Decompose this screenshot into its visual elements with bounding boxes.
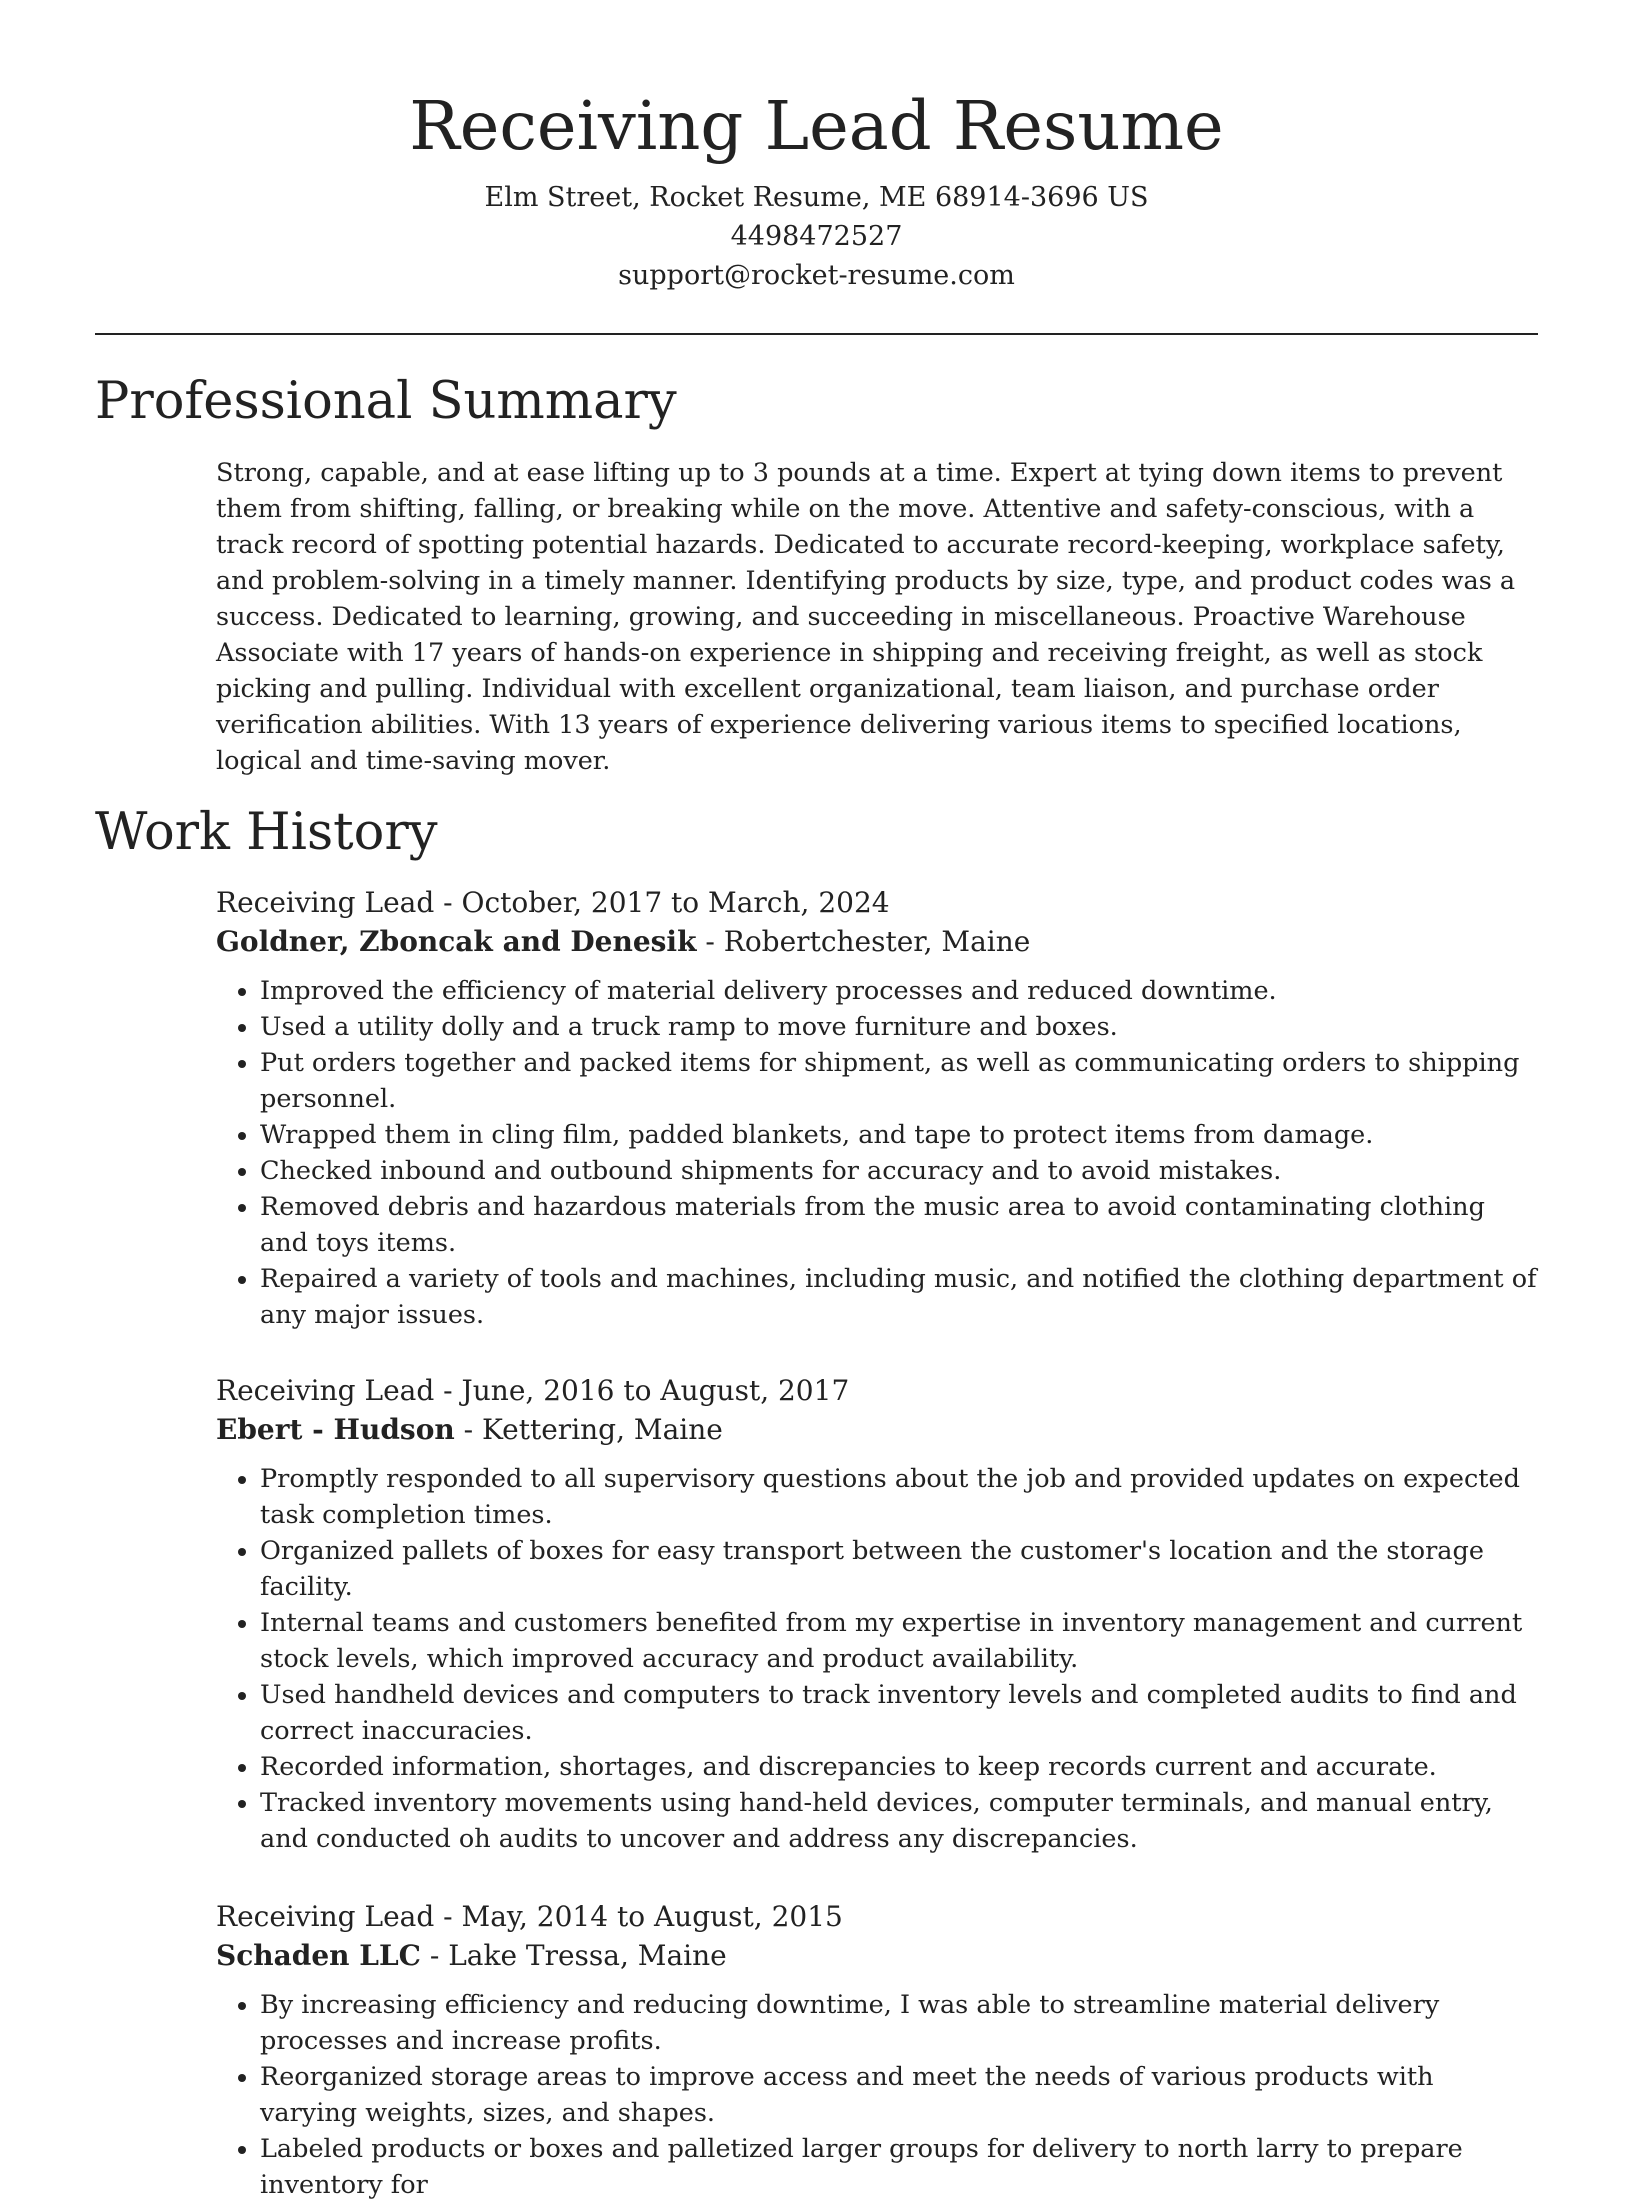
duty-item: • Used handheld devices and computers to track inventory levels and completed audits to find and correct inaccuracies.	[260, 1677, 1538, 1749]
duty-item: • Promptly responded to all supervisory questions about the job and provided updates on expected task completion times.	[260, 1461, 1538, 1533]
summary-text: Strong, capable, and at ease lifting up to 3 pounds at a time. Expert at tying down items to prevent them from shifting, falling, or breaking while on the move. Attentive and safety-conscious, with a track record of spotting potential hazards. Dedicated to accurate record-keeping, workplace safety, and problem-solving in a timely manner. Identifying products by size, type, and product codes was a success. Dedicated to learning, growing, and succeeding in miscellaneous. Proactive Warehouse Associate with 17 years of hands-on experience in shipping and receiving freight, as well as stock picking and pulling. Individual with excellent organizational, team liaison, and purchase order verification abilities. With 13 years of experience delivering various items to specified locations, logical and time-saving mover.	[216, 458, 1516, 776]
job-entry	[216, 1897, 1538, 2203]
job-company-line	[216, 1411, 1538, 1449]
contact-phone: 4498472527	[730, 221, 903, 252]
company-name: Schaden LLC	[216, 1939, 421, 1972]
work-history-heading: Work History	[95, 803, 438, 862]
duty-item: • Tracked inventory movements using hand-held devices, computer terminals, and manual entry, and conducted oh audits to uncover and address any discrepancies.	[260, 1785, 1538, 1857]
job-entry	[216, 1371, 1538, 1857]
resume-header	[95, 0, 1538, 295]
header-divider	[95, 333, 1538, 335]
duty-list	[216, 1987, 1538, 2203]
contact-block	[95, 178, 1538, 295]
duty-item: • Removed debris and hazardous materials from the music area to avoid contaminating clothing and toys items.	[260, 1189, 1538, 1261]
duty-item: • By increasing efficiency and reducing downtime, I was able to streamline material delivery processes and increase profits.	[260, 1987, 1538, 2059]
company-name: Goldner, Zboncak and Denesik	[216, 925, 697, 958]
job-company-line	[216, 1937, 1538, 1975]
summary-heading: Professional Summary	[95, 372, 677, 431]
duty-item: • Wrapped them in cling film, padded blankets, and tape to protect items from damage.	[260, 1117, 1538, 1153]
company-name: Ebert - Hudson	[216, 1413, 455, 1446]
duty-list	[216, 1461, 1538, 1857]
resume-name: Receiving Lead Resume	[409, 87, 1224, 165]
resume-page	[95, 0, 1538, 2203]
job-title-line: Receiving Lead - October, 2017 to March, 2024	[216, 886, 890, 919]
duty-item: • Used a utility dolly and a truck ramp to move furniture and boxes.	[260, 1009, 1538, 1045]
job-company-line	[216, 923, 1538, 961]
duty-item: • Put orders together and packed items for shipment, as well as communicating orders to shipping personnel.	[260, 1045, 1538, 1117]
duty-item: • Checked inbound and outbound shipments for accuracy and to avoid mistakes.	[260, 1153, 1538, 1189]
duty-item: • Recorded information, shortages, and discrepancies to keep records current and accurate.	[260, 1749, 1538, 1785]
contact-email: support@rocket-resume.com	[618, 260, 1015, 291]
duty-item: • Repaired a variety of tools and machines, including music, and notified the clothing department of any major issues.	[260, 1261, 1538, 1333]
company-location: - Robertchester, Maine	[696, 925, 1031, 958]
duty-item: • Organized pallets of boxes for easy transport between the customer's location and the storage facility.	[260, 1533, 1538, 1605]
job-entry	[216, 883, 1538, 1333]
duty-item: • Improved the efficiency of material delivery processes and reduced downtime.	[260, 973, 1538, 1009]
company-location: - Kettering, Maine	[454, 1413, 723, 1446]
job-title-line: Receiving Lead - June, 2016 to August, 2017	[216, 1374, 850, 1407]
duty-item: • Reorganized storage areas to improve access and meet the needs of various products with varying weights, sizes, and shapes.	[260, 2059, 1538, 2131]
duty-item: • Labeled products or boxes and palletized larger groups for delivery to north larry to prepare inventory for	[260, 2131, 1538, 2203]
job-title-line: Receiving Lead - May, 2014 to August, 2015	[216, 1900, 843, 1933]
company-location: - Lake Tressa, Maine	[420, 1939, 727, 1972]
contact-address: Elm Street, Rocket Resume, ME 68914-3696 US	[484, 182, 1149, 213]
duty-item: • Internal teams and customers benefited from my expertise in inventory management and current stock levels, which improved accuracy and product availability.	[260, 1605, 1538, 1677]
duty-list	[216, 973, 1538, 1333]
